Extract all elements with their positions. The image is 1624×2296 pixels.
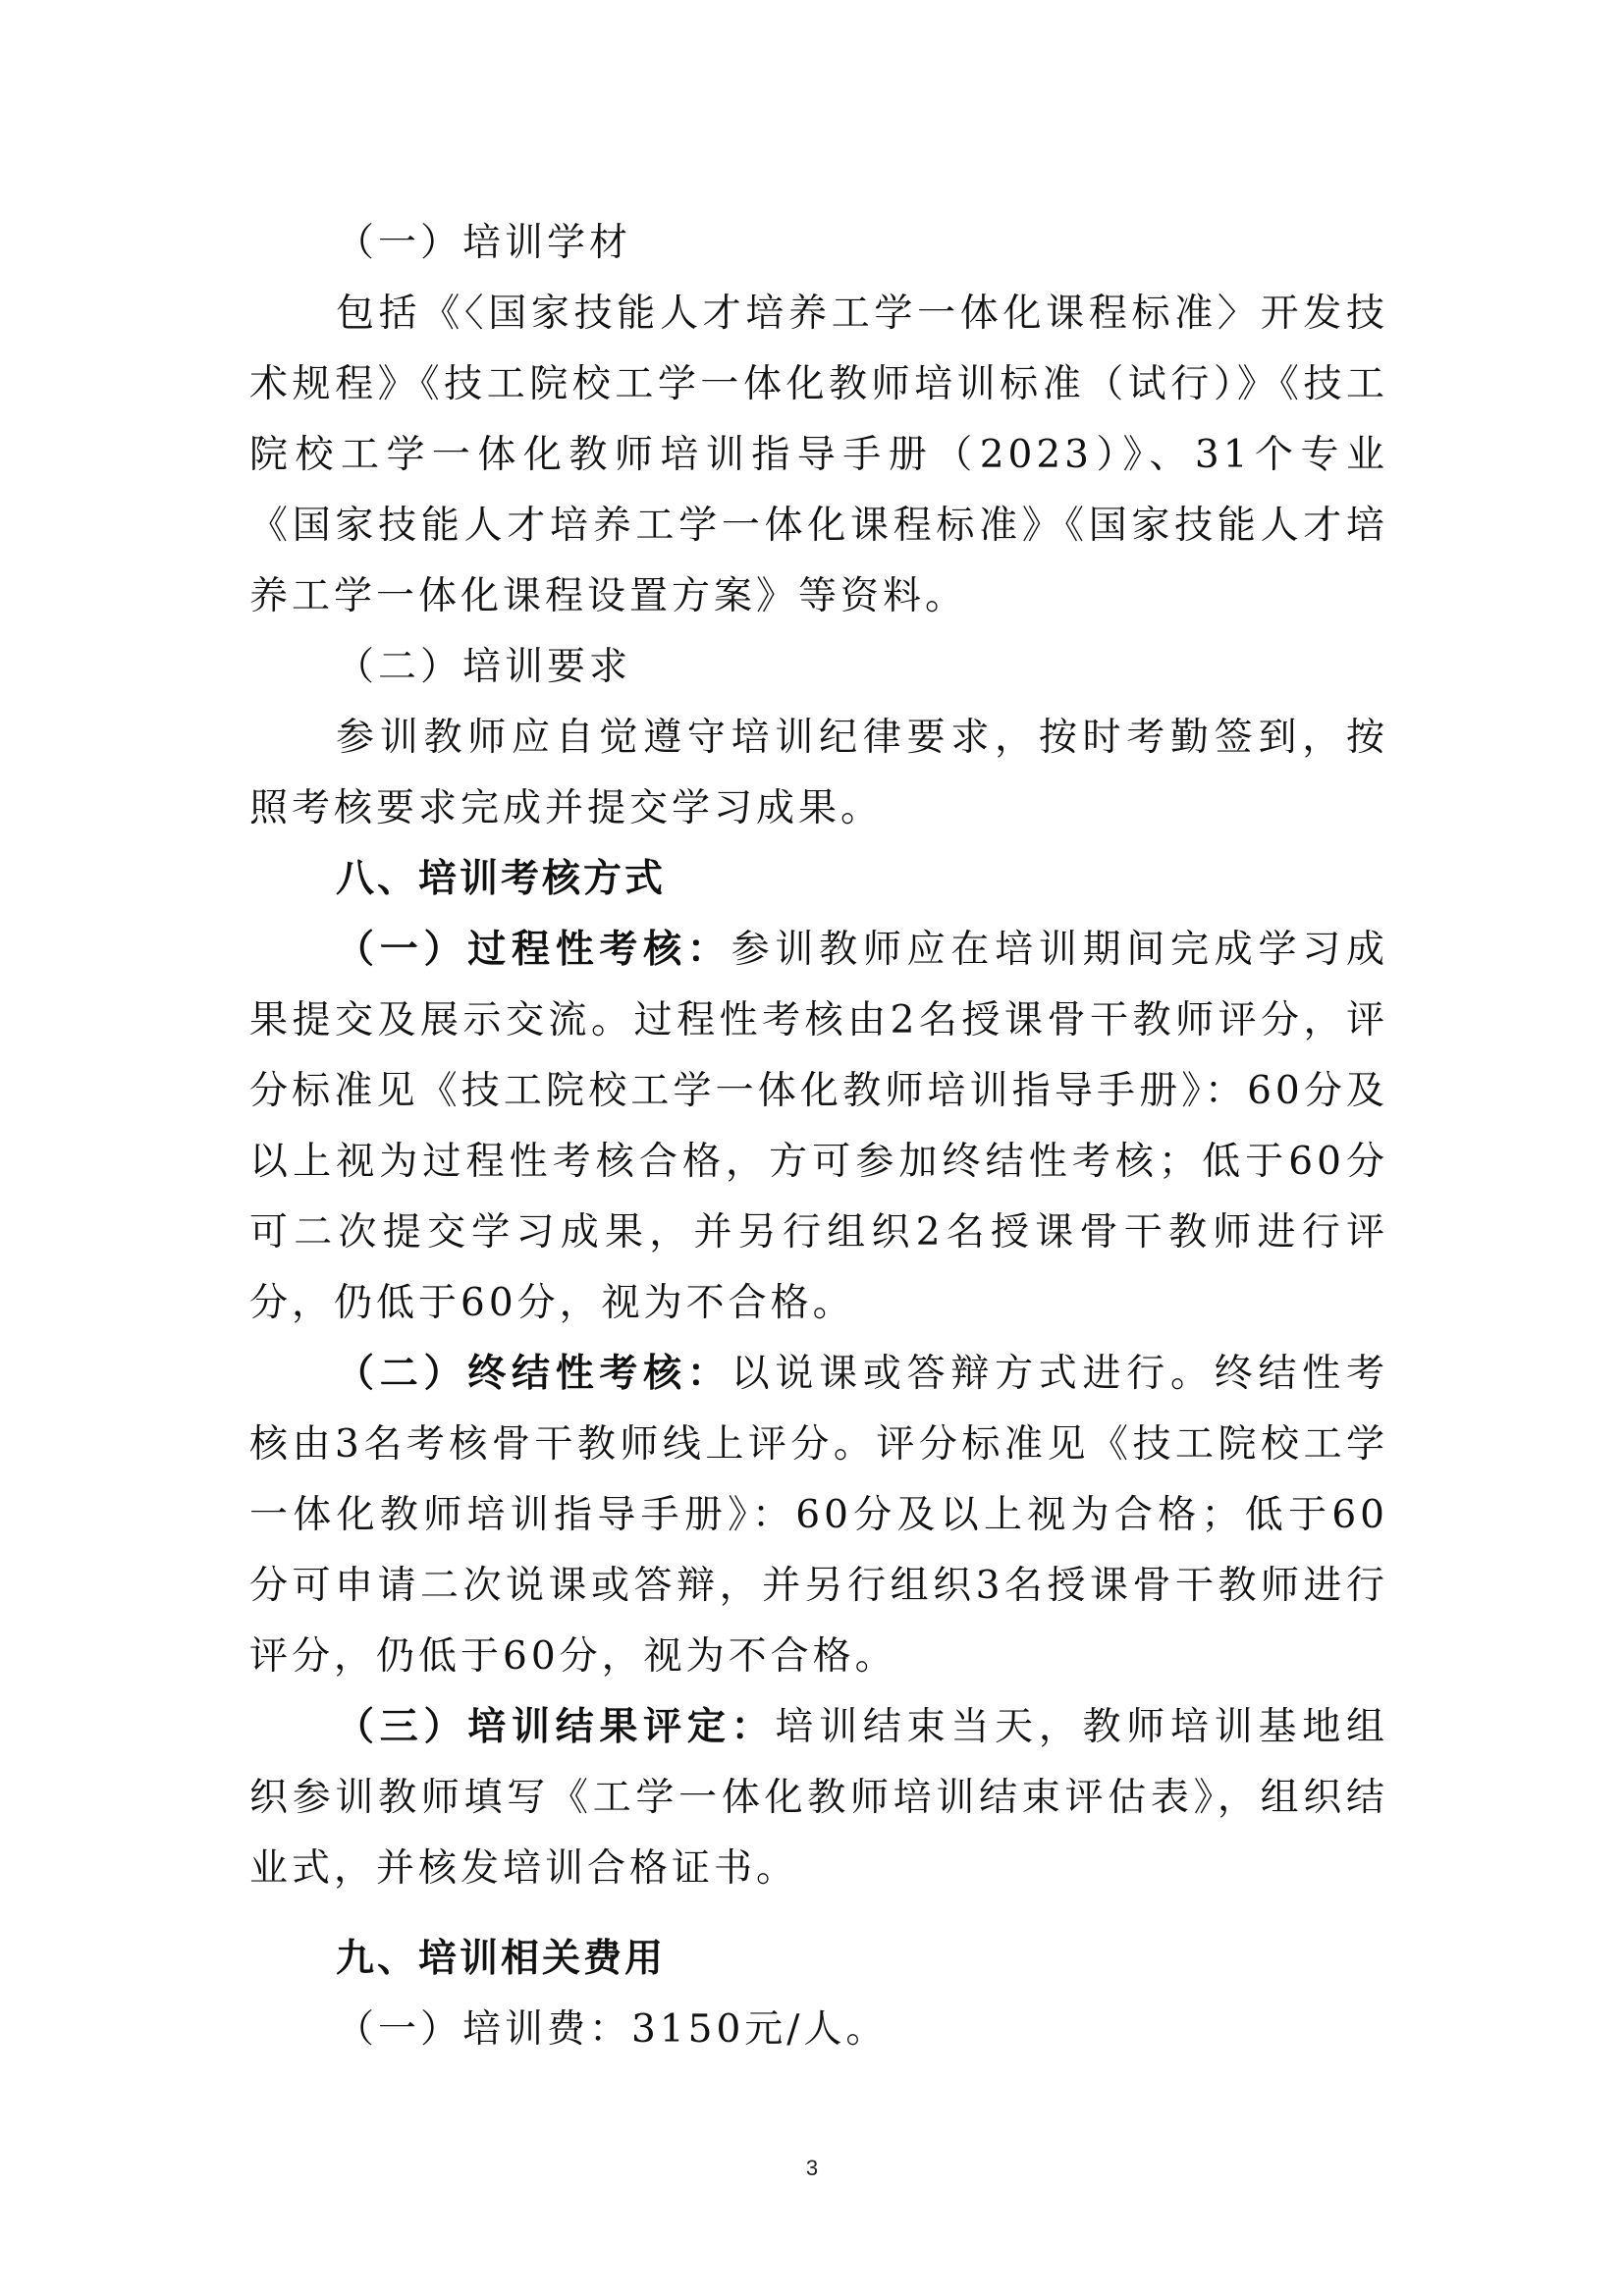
process-assessment-paragraph bbox=[249, 915, 1388, 1339]
requirements-paragraph: 参训教师应自觉遵守培训纪律要求，按时考勤签到，按照考核要求完成并提交学习成果。 bbox=[249, 716, 1388, 830]
process-assessment-label: （一）过程性考核： bbox=[336, 928, 731, 972]
final-assessment-text: 以说课或答辩方式进行。终结性考核由3名考核骨干教师线上评分。评分标准见《技工院校工学一体化教师培训指导手册》：60分及以上视为合格；低于60分可申请二次说课或答辩，并另行组织3名授课骨干教师进行评分，仍低于60分，视为不合格。 bbox=[249, 1352, 1388, 1679]
assessment-heading: 八、培训考核方式 bbox=[336, 857, 667, 901]
requirements-heading: （二）培训要求 bbox=[336, 645, 632, 689]
fees-item: （一）培训费：3150元/人。 bbox=[336, 2007, 889, 2052]
final-assessment-paragraph bbox=[249, 1339, 1388, 1692]
materials-paragraph: 包括《〈国家技能人才培养工学一体化课程标准〉开发技术规程》《技工院校工学一体化教师培训标准（试行）》《技工院校工学一体化教师培训指导手册（2023）》、31个专业《国家技能人才培养工学一体化课程标准》《国家技能人才培养工学一体化课程设置方案》等资料。 bbox=[249, 292, 1388, 618]
page-number: 3 bbox=[805, 2156, 819, 2180]
result-evaluation-paragraph bbox=[249, 1692, 1388, 1904]
final-assessment-label: （二）终结性考核： bbox=[336, 1352, 731, 1396]
result-evaluation-label: （三）培训结果评定： bbox=[336, 1705, 776, 1749]
materials-heading: （一）培训学材 bbox=[336, 221, 632, 265]
document-page bbox=[249, 208, 1388, 2065]
fees-heading: 九、培训相关费用 bbox=[336, 1937, 667, 1981]
process-assessment-text: 参训教师应在培训期间完成学习成果提交及展示交流。过程性考核由2名授课骨干教师评分，评分标准见《技工院校工学一体化教师培训指导手册》：60分及以上视为过程性考核合格，方可参加终结性考核；低于60分可二次提交学习成果，并另行组织2名授课骨干教师进行评分，仍低于60分，视为不合格。 bbox=[249, 928, 1388, 1325]
result-evaluation-text: 培训结束当天，教师培训基地组织参训教师填写《工学一体化教师培训结束评估表》，组织结业式，并核发培训合格证书。 bbox=[249, 1705, 1388, 1891]
